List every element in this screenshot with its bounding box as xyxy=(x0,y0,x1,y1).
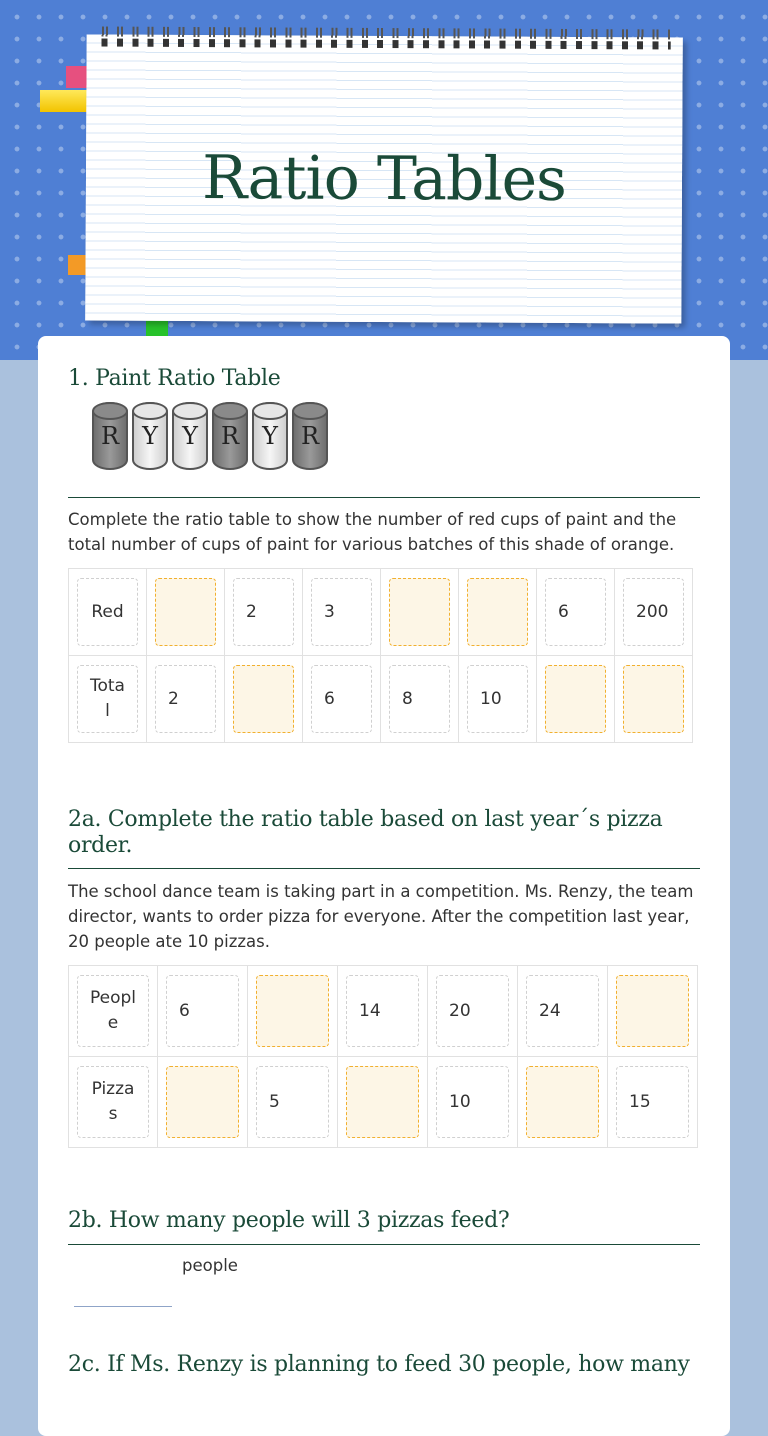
notebook-tab-yellow xyxy=(40,90,92,112)
q1-instructions: Complete the ratio table to show the number of red cups of paint and the total number of cups of paint for various batches of this shade of orange. xyxy=(68,510,677,554)
answer-input[interactable] xyxy=(74,1280,172,1307)
divider xyxy=(68,868,700,869)
answer-input[interactable] xyxy=(166,1066,239,1138)
table-cell: 2 xyxy=(155,665,216,733)
table-cell: 6 xyxy=(166,975,239,1047)
answer-input[interactable] xyxy=(526,1066,599,1138)
table-row xyxy=(69,569,693,656)
table-cell: 5 xyxy=(256,1066,329,1138)
paint-cup: R xyxy=(92,402,128,470)
paint-cups-image xyxy=(92,402,328,470)
row-label: People xyxy=(77,975,149,1047)
table-row xyxy=(69,656,693,743)
answer-input[interactable] xyxy=(623,665,684,733)
header-banner xyxy=(0,0,768,360)
table-cell: 24 xyxy=(526,975,599,1047)
table-cell: 10 xyxy=(436,1066,509,1138)
q2b-heading: 2b. How many people will 3 pizzas feed? xyxy=(68,1208,510,1233)
table-cell: 3 xyxy=(311,578,372,646)
paint-cup: R xyxy=(292,402,328,470)
answer-input[interactable] xyxy=(616,975,689,1047)
row-label: Total xyxy=(77,665,138,733)
table-cell: 14 xyxy=(346,975,419,1047)
row-label: Pizzas xyxy=(77,1066,149,1138)
table-cell: 200 xyxy=(623,578,684,646)
q2a-ratio-table xyxy=(68,965,698,1148)
answer-input[interactable] xyxy=(346,1066,419,1138)
divider xyxy=(68,1244,700,1245)
answer-unit-label: people xyxy=(182,1256,238,1275)
page-title: Ratio Tables xyxy=(201,143,567,215)
paint-cup: Y xyxy=(172,402,208,470)
table-row xyxy=(69,966,698,1057)
paint-cup: Y xyxy=(132,402,168,470)
table-cell: 6 xyxy=(311,665,372,733)
q1-ratio-table xyxy=(68,568,693,743)
row-label: Red xyxy=(77,578,138,646)
paint-cup: Y xyxy=(252,402,288,470)
table-cell: 10 xyxy=(467,665,528,733)
answer-input[interactable] xyxy=(233,665,294,733)
notepad-graphic xyxy=(85,34,682,323)
q2c-heading: 2c. If Ms. Renzy is planning to feed 30 people, how many xyxy=(68,1352,690,1377)
answer-input[interactable] xyxy=(389,578,450,646)
paint-cup: R xyxy=(212,402,248,470)
answer-input[interactable] xyxy=(155,578,216,646)
answer-input[interactable] xyxy=(256,975,329,1047)
table-cell: 6 xyxy=(545,578,606,646)
table-row xyxy=(69,1057,698,1148)
worksheet-card xyxy=(38,336,730,1436)
q1-heading: 1. Paint Ratio Table xyxy=(68,366,281,391)
table-cell: 20 xyxy=(436,975,509,1047)
q2a-instructions: The school dance team is taking part in a competition. Ms. Renzy, the team director, wants to order pizza for everyone. After the competition last year, 20 people ate 10 pizzas. xyxy=(68,882,694,951)
divider xyxy=(68,497,700,498)
answer-input[interactable] xyxy=(467,578,528,646)
table-cell: 8 xyxy=(389,665,450,733)
table-cell: 15 xyxy=(616,1066,689,1138)
answer-input[interactable] xyxy=(545,665,606,733)
table-cell: 2 xyxy=(233,578,294,646)
q2a-heading: 2a. Complete the ratio table based on last year´s pizza order. xyxy=(68,807,663,858)
